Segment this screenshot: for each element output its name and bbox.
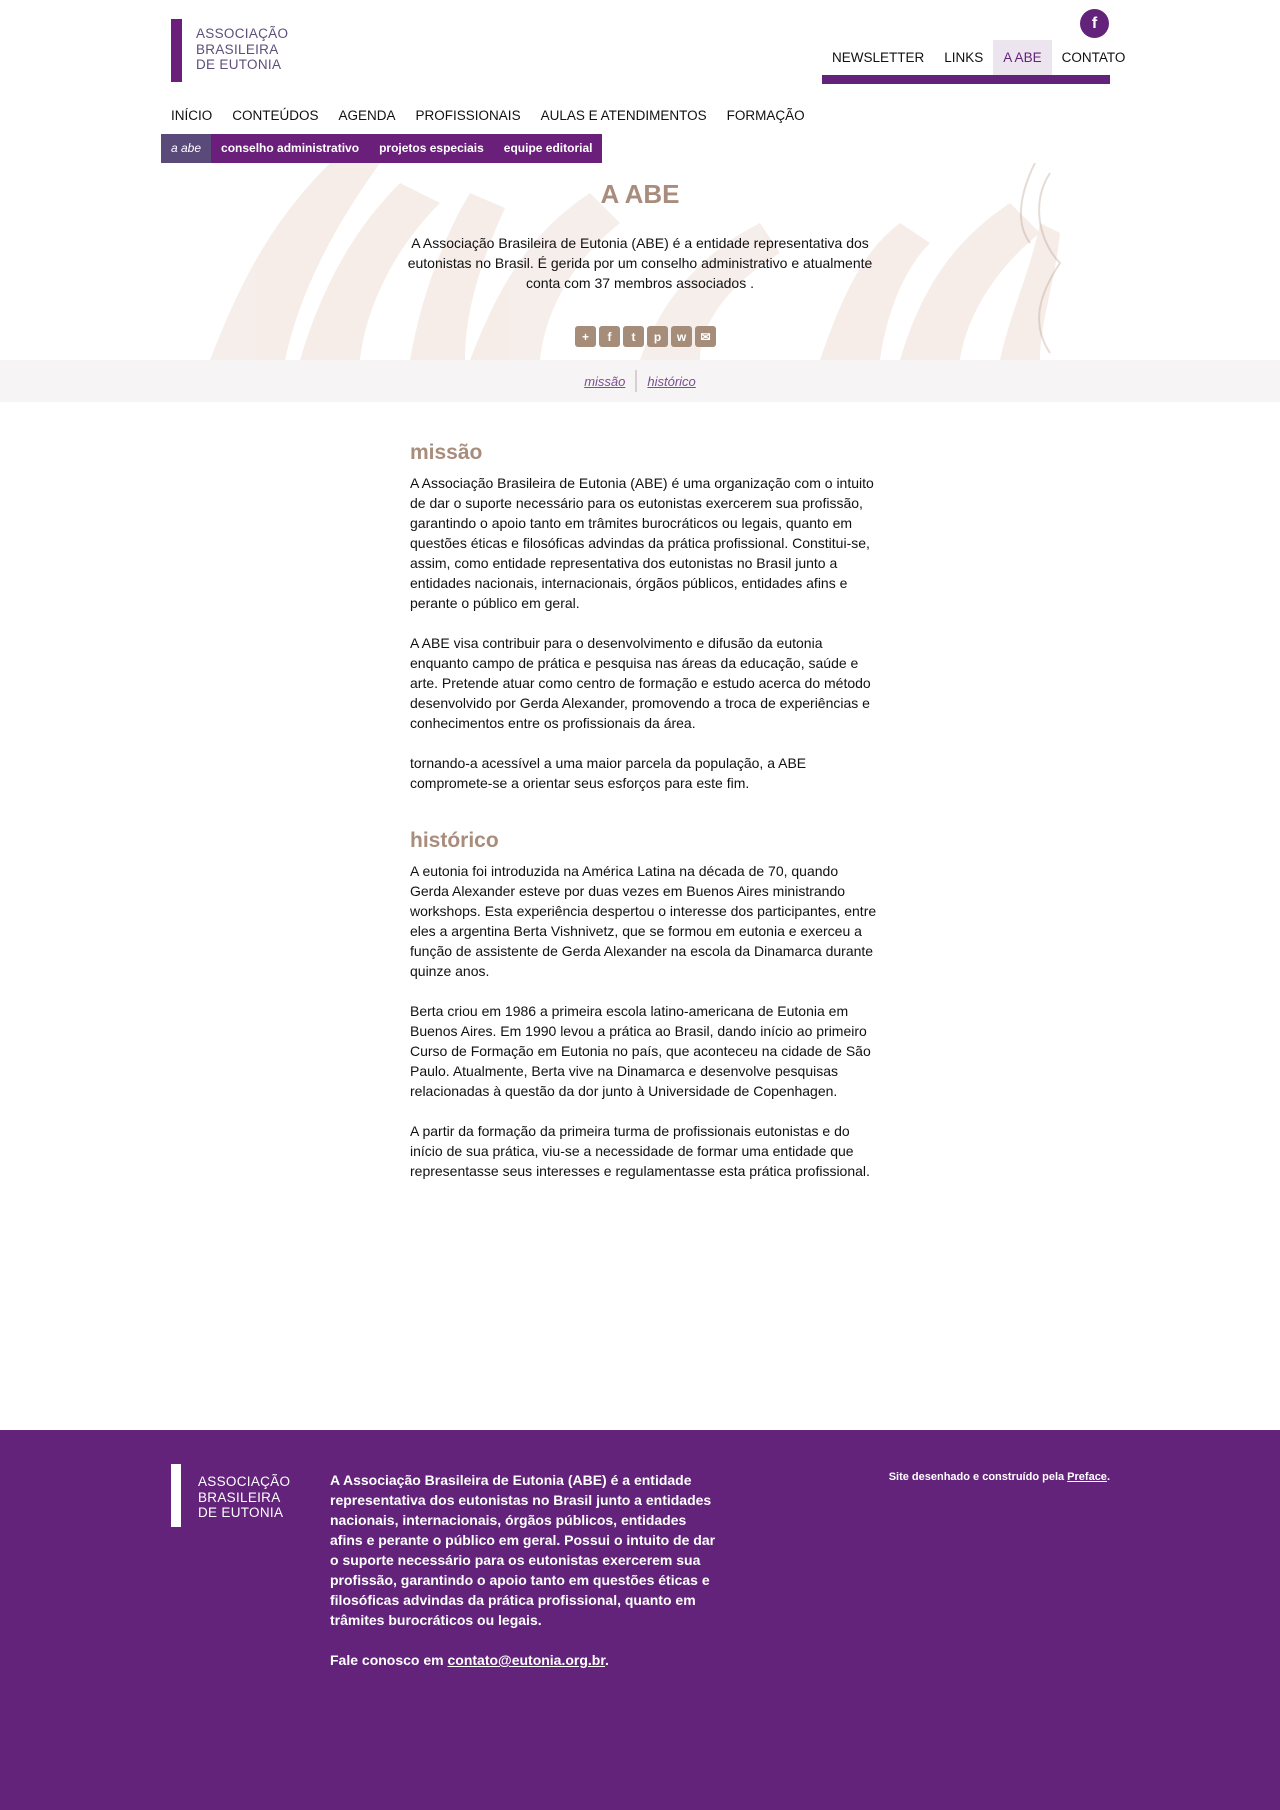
main-nav-formacao[interactable]: FORMAÇÃO	[726, 108, 805, 123]
sub-nav-equipe[interactable]: equipe editorial	[503, 141, 593, 155]
logo-line: ASSOCIAÇÃO	[198, 1474, 291, 1489]
logo-line: DE EUTONIA	[196, 57, 282, 72]
footer-email-link[interactable]: contato@eutonia.org.br	[447, 1652, 606, 1668]
pinterest-share-icon[interactable]: p	[647, 326, 668, 347]
site-logo[interactable]	[171, 19, 288, 82]
footer-description: A Associação Brasileira de Eutonia (ABE) é a entidade representativa dos eutonistas no Brasil junto a entidades nacionais, internacionais, órgãos públicos, entidades afins e perante o público em geral. Possui o intuito de dar o suporte necessário para os eutonistas exercerem sua profissão, garantindo o apoio tanto em questões éticas e filosóficas advindas da prática profissional, quanto em trâmites burocráticos ou legais.	[330, 1472, 716, 1628]
footer-credit	[889, 1471, 1110, 1483]
main-nav-profissionais[interactable]: PROFISSIONAIS	[415, 108, 521, 123]
credit-suffix: .	[1106, 1471, 1110, 1483]
logo-bar	[171, 19, 182, 82]
paragraph: A ABE visa contribuir para o desenvolvimento e difusão da eutonia enquanto campo de prática e pesquisa nas áreas da educação, saúde e arte. Pretende atuar como centro de formação e estudo acerca do método desenvolvido por Gerda Alexander, promovendo a troca de experiências e conhecimentos entre os profissionais da área.	[410, 635, 871, 731]
top-nav-contato[interactable]: CONTATO	[1061, 50, 1126, 65]
page-title: A ABE	[600, 179, 680, 209]
paragraph: A partir da formação da primeira turma de profissionais eutonistas e do início de sua prática, viu-se a necessidade de formar uma entidade que representasse seus interesses e regulamentasse esta prática profissional.	[410, 1123, 870, 1179]
email-share-icon[interactable]: ✉	[695, 326, 716, 347]
facebook-share-icon[interactable]: f	[599, 326, 620, 347]
main-nav-conteudos[interactable]: CONTEÚDOS	[232, 108, 319, 123]
footer	[0, 1430, 1280, 1810]
paragraph: A Associação Brasileira de Eutonia (ABE) é uma organização com o intuito de dar o suporte necessário para os eutonistas exercerem sua profissão, garantindo o apoio tanto em trâmites burocráticos ou legais, quanto em questões éticas e filosóficas advindas da prática profissional. Constitui-se, assim, como entidade representativa dos eutonistas no Brasil junto a entidades nacionais, internacionais, órgãos públicos, entidades afins e perante o público em geral.	[410, 475, 874, 611]
section-missao	[410, 441, 880, 793]
anchor-historico[interactable]: histórico	[647, 373, 696, 389]
footer-contact-suffix: .	[605, 1652, 609, 1668]
anchor-missao[interactable]: missão	[584, 373, 626, 389]
footer-logo-bar	[171, 1464, 181, 1527]
hero-banner	[0, 163, 1280, 360]
section-title-missao: missão	[410, 441, 483, 464]
top-nav	[822, 40, 1135, 75]
hero-description: A Associação Brasileira de Eutonia (ABE) é a entidade representativa dos eutonistas no Brasil. É gerida por um conselho administrativo e atualmente conta com 37 membros associados .	[407, 235, 873, 291]
main-nav-aulas[interactable]: AULAS E ATENDIMENTOS	[540, 108, 707, 123]
logo-text	[196, 26, 288, 82]
sub-nav	[161, 134, 602, 163]
facebook-icon[interactable]: f	[1080, 9, 1109, 38]
footer-contact-prefix: Fale conosco em	[330, 1652, 448, 1668]
logo-line: DE EUTONIA	[198, 1505, 284, 1520]
section-anchor-bar	[0, 360, 1280, 402]
main-nav-inicio[interactable]: INÍCIO	[171, 108, 213, 123]
logo-line: ASSOCIAÇÃO	[196, 26, 289, 41]
twitter-share-icon[interactable]: t	[623, 326, 644, 347]
credit-link[interactable]: Preface	[1067, 1471, 1107, 1483]
top-nav-a-abe[interactable]: A ABE	[993, 40, 1051, 75]
section-historico	[410, 829, 880, 1181]
main-content	[410, 441, 880, 1201]
top-nav-underline	[822, 75, 1110, 84]
section-title-historico: histórico	[410, 829, 499, 852]
footer-contact	[330, 1650, 720, 1670]
sub-nav-projetos[interactable]: projetos especiais	[379, 141, 484, 155]
paragraph: tornando-a acessível a uma maior parcela da população, a ABE compromete-se a orientar seus esforços para este fim.	[410, 755, 807, 791]
top-nav-links[interactable]: LINKS	[944, 50, 984, 65]
whatsapp-share-icon[interactable]: w	[671, 326, 692, 347]
footer-about	[330, 1470, 720, 1690]
main-nav	[171, 104, 825, 128]
add-share-icon[interactable]: +	[575, 326, 596, 347]
sub-nav-conselho[interactable]: conselho administrativo	[221, 141, 360, 155]
main-nav-agenda[interactable]: AGENDA	[338, 108, 396, 123]
paragraph: Berta criou em 1986 a primeira escola latino-americana de Eutonia em Buenos Aires. Em 1990 levou a prática ao Brasil, dando início ao primeiro Curso de Formação em Eutonia no país, que aconteceu na cidade de São Paulo. Atualmente, Berta vive na Dinamarca e desenvolve pesquisas relacionadas à questão da dor junto à Universidade de Copenhagen.	[410, 1003, 871, 1099]
footer-logo[interactable]	[171, 1464, 290, 1527]
paragraph: A eutonia foi introduzida na América Latina na década de 70, quando Gerda Alexander esteve por duas vezes em Buenos Aires ministrando workshops. Esta experiência despertou o interesse dos participantes, entre eles a argentina Berta Vishnivetz, que se formou em eutonia e exerceu a função de assistente de Gerda Alexander na escola da Dinamarca durante quinze anos.	[410, 863, 877, 979]
share-buttons	[575, 326, 716, 347]
footer-logo-text	[198, 1474, 290, 1527]
logo-line: BRASILEIRA	[196, 41, 279, 57]
top-nav-newsletter[interactable]: NEWSLETTER	[832, 50, 925, 65]
credit-prefix: Site desenhado e construído pela	[888, 1471, 1068, 1483]
logo-line: BRASILEIRA	[198, 1489, 281, 1505]
sub-nav-a-abe[interactable]: a abe	[161, 134, 211, 163]
